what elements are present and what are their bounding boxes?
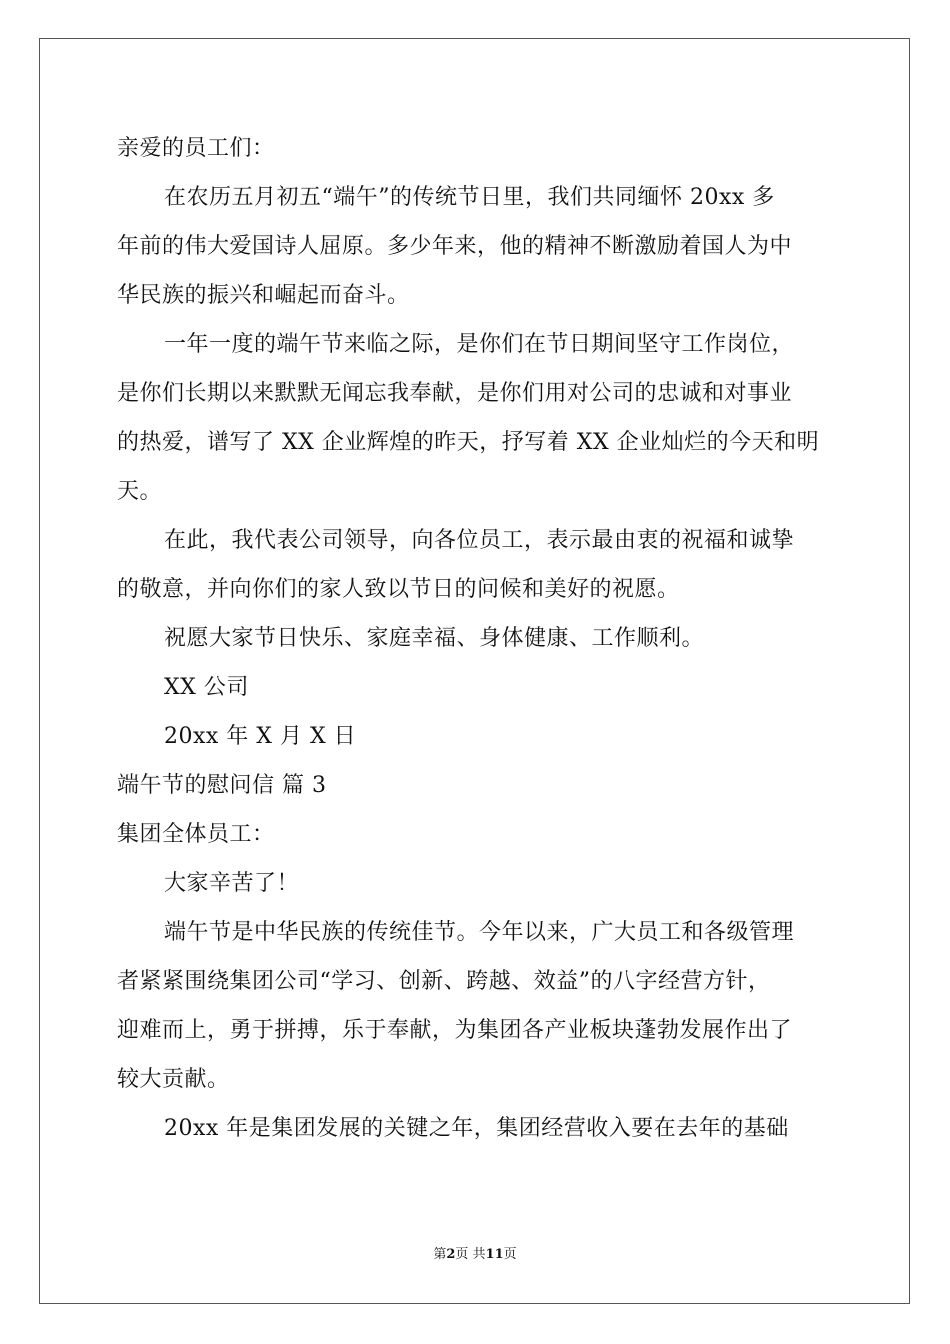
page-footer: [0, 1245, 950, 1265]
text-line: 祝愿大家节日快乐、家庭幸福、身体健康、工作顺利。: [164, 626, 705, 651]
text-line: 在农历五月初五“端午”的传统节日里，我们共同缅怀 20xx 多: [164, 185, 775, 210]
text-line: 大家辛苦了！: [164, 871, 300, 896]
text-line: 一年一度的端午节来临之际，是你们在节日期间坚守工作岗位，: [164, 332, 795, 357]
footer-page-number: 2: [446, 1247, 456, 1262]
text-line: 是你们长期以来默默无闻忘我奉献，是你们用对公司的忠诚和对事业: [117, 381, 793, 406]
footer-middle: 页 共: [455, 1247, 486, 1262]
text-line: 迎难而上，勇于拼搏，乐于奉献，为集团各产业板块蓬勃发展作出了: [117, 1018, 793, 1043]
text-line: 端午节是中华民族的传统佳节。今年以来，广大员工和各级管理: [164, 920, 795, 945]
footer-suffix: 页: [503, 1247, 517, 1262]
text-line: 在此，我代表公司领导，向各位员工，表示最由衷的祝福和诚挚: [164, 528, 795, 553]
text-line: 华民族的振兴和崛起而奋斗。: [117, 283, 410, 308]
text-line: 20xx 年是集团发展的关键之年，集团经营收入要在去年的基础: [164, 1116, 789, 1141]
text-line: 亲爱的员工们：: [117, 136, 275, 161]
text-line: 集团全体员工：: [117, 822, 275, 847]
footer-total-pages: 11: [485, 1247, 504, 1262]
footer-prefix: 第: [433, 1247, 447, 1262]
text-line: 端午节的慰问信 篇 3: [117, 773, 327, 798]
text-line: 天。: [117, 479, 163, 504]
document-body: [117, 124, 837, 1153]
text-line: XX 公司: [164, 675, 249, 700]
text-line: 的热爱，谱写了 XX 企业辉煌的昨天，抒写着 XX 企业灿烂的今天和明: [117, 430, 820, 455]
text-line: 年前的伟大爱国诗人屈原。多少年来，他的精神不断激励着国人为中: [117, 234, 793, 259]
text-line: 的敬意，并向你们的家人致以节日的问候和美好的祝愿。: [117, 577, 680, 602]
text-line: 者紧紧围绕集团公司“学习、创新、跨越、效益”的八字经营方针，: [117, 969, 771, 994]
text-line: 较大贡献。: [117, 1067, 230, 1092]
text-line: 20xx 年 X 月 X 日: [164, 724, 357, 749]
